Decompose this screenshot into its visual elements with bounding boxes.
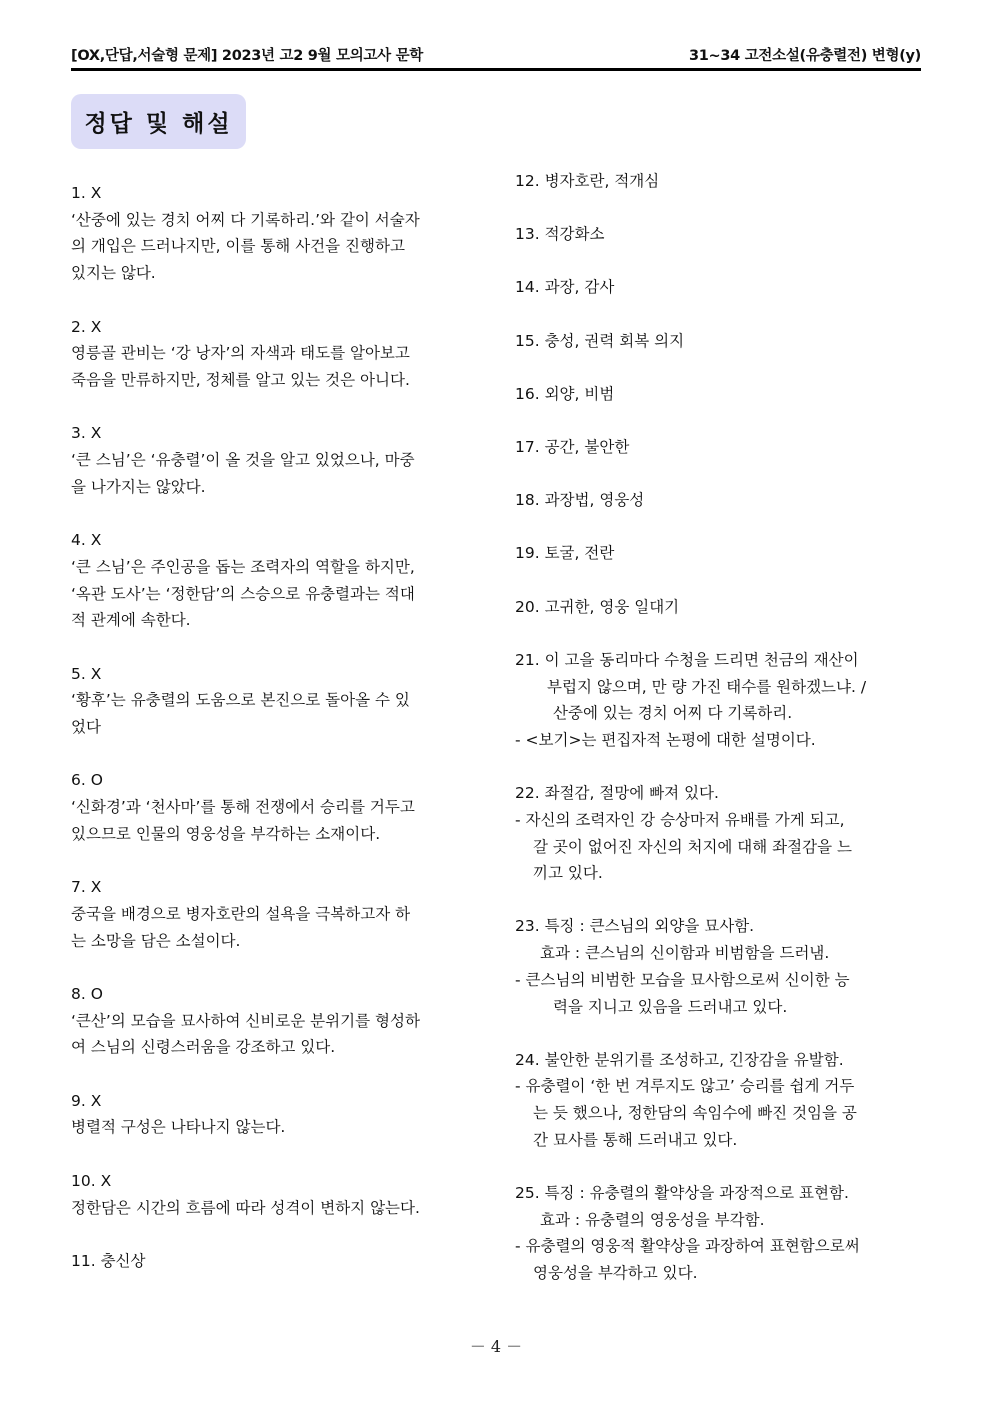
answer-text: ‘황후’는 유충렬의 도움으로 본진으로 돌아올 수 있 xyxy=(71,691,410,710)
answer-text: 18. 과장법, 영웅성 xyxy=(515,491,645,510)
answer-text: 13. 적강화소 xyxy=(515,225,605,244)
answer-text: 여 스님의 신령스러움을 강조하고 있다. xyxy=(71,1038,336,1057)
answer-18 xyxy=(515,487,922,514)
answer-text: 영릉골 관비는 ‘강 낭자’의 자색과 태도를 알아보고 xyxy=(71,344,410,363)
answer-14 xyxy=(515,274,922,301)
answer-number: 5. X xyxy=(71,664,102,683)
commentary-text: - 자신의 조력자인 강 승상마저 유배를 가게 되고, xyxy=(515,810,845,829)
answer-21 xyxy=(515,647,922,754)
answer-1 xyxy=(71,180,478,287)
answer-23 xyxy=(515,913,922,1020)
answer-11 xyxy=(71,1248,478,1275)
answer-text: 는 소망을 담은 소설이다. xyxy=(71,931,241,950)
answer-25 xyxy=(515,1180,922,1287)
right-column xyxy=(515,168,922,1287)
answer-10 xyxy=(71,1168,478,1221)
answer-15 xyxy=(515,328,922,355)
answer-12 xyxy=(515,168,922,195)
answer-text: 19. 토굴, 전란 xyxy=(515,544,615,563)
answer-text: 23. 특징 : 큰스님의 외양을 묘사함. xyxy=(515,917,755,936)
answer-text: ‘옥관 도사’는 ‘정한담’의 스승으로 유충렬과는 적대 xyxy=(71,584,415,603)
answer-number: 6. O xyxy=(71,771,103,790)
answer-text: 부럽지 않으며, 만 량 가진 태수를 원하겠느냐. / xyxy=(547,677,867,696)
answer-text: 죽음을 만류하지만, 정체를 알고 있는 것은 아니다. xyxy=(71,370,410,389)
answer-text: 있으므로 인물의 영웅성을 부각하는 소재이다. xyxy=(71,824,381,843)
answer-6 xyxy=(71,767,478,847)
answer-5 xyxy=(71,661,478,741)
answer-text: ‘큰 스님’은 ‘유충렬’이 올 것을 알고 있었으나, 마중 xyxy=(71,451,415,469)
answer-text: 었다 xyxy=(71,718,101,736)
answer-number: 11. 충신상 xyxy=(71,1251,146,1270)
answer-text: 효과 : 유충렬의 영웅성을 부각함. xyxy=(540,1210,765,1229)
answer-2 xyxy=(71,314,478,394)
answer-3 xyxy=(71,420,478,500)
commentary-text: 영웅성을 부각하고 있다. xyxy=(533,1264,698,1283)
answer-number: 2. X xyxy=(71,317,102,336)
answer-text: 21. 이 고을 동리마다 수청을 드리면 천금의 재산이 xyxy=(515,650,859,669)
answer-text: 22. 좌절감, 절망에 빠져 있다. xyxy=(515,784,719,803)
answer-text: 정한담은 시간의 흐름에 따라 성격이 변하지 않는다. xyxy=(71,1198,420,1217)
answer-text: 17. 공간, 불안한 xyxy=(515,438,630,457)
answer-4 xyxy=(71,527,478,634)
answer-number: 4. X xyxy=(71,531,102,550)
answer-22 xyxy=(515,780,922,887)
answer-text: ‘큰 스님’은 주인공을 돕는 조력자의 역할을 하지만, xyxy=(71,557,415,576)
answer-number: 3. X xyxy=(71,424,102,443)
page-title: 정답 및 해설 xyxy=(71,94,246,149)
answer-text: 을 나가지는 않았다. xyxy=(71,477,206,496)
header-left: [OX,단답,서술형 문제] 2023년 고2 9월 모의고사 문학 xyxy=(71,48,423,64)
answer-text: 16. 외양, 비범 xyxy=(515,384,615,403)
commentary-text: 는 듯 했으나, 정한담의 속임수에 빠진 것임을 공 xyxy=(533,1104,857,1123)
commentary-text: - 큰스님의 비범한 모습을 묘사함으로써 신이한 능 xyxy=(515,970,850,989)
answer-24 xyxy=(515,1047,922,1154)
commentary-text: 간 묘사를 통해 드러내고 있다. xyxy=(533,1130,738,1149)
answer-text: ‘큰산’의 모습을 묘사하여 신비로운 분위기를 형성하 xyxy=(71,1011,420,1030)
answer-number: 8. O xyxy=(71,984,103,1003)
answer-7 xyxy=(71,874,478,954)
commentary-text: 력을 지니고 있음을 드러내고 있다. xyxy=(553,997,788,1016)
answer-text: 병렬적 구성은 나타나지 않는다. xyxy=(71,1118,286,1137)
answer-number: 7. X xyxy=(71,878,102,897)
commentary-text: - 유충렬의 영웅적 활약상을 과장하여 표현함으로써 xyxy=(515,1237,860,1256)
answer-text: 24. 불안한 분위기를 조성하고, 긴장감을 유발함. xyxy=(515,1050,844,1069)
answer-text: 중국을 배경으로 병자호란의 설욕을 극복하고자 하 xyxy=(71,904,411,923)
answer-text: 12. 병자호란, 적개심 xyxy=(515,172,660,190)
answer-text: 20. 고귀한, 영웅 일대기 xyxy=(515,597,680,616)
answer-9 xyxy=(71,1088,478,1141)
answer-13 xyxy=(515,221,922,248)
header-right: 31~34 고전소설(유충렬전) 변형(y) xyxy=(688,48,921,64)
answer-17 xyxy=(515,434,922,461)
answer-number: 9. X xyxy=(71,1091,102,1110)
answer-text: ‘산중에 있는 경치 어찌 다 기록하리.’와 같이 서술자 xyxy=(71,210,420,229)
answer-text: 산중에 있는 경치 어찌 다 기록하리. xyxy=(553,704,793,723)
answer-text: 의 개입은 드러나지만, 이를 통해 사건을 진행하고 xyxy=(71,237,405,256)
header-rule xyxy=(71,68,921,71)
answer-text: 15. 충성, 권력 회복 의지 xyxy=(515,331,685,350)
answer-text: 효과 : 큰스님의 신이함과 비범함을 드러냄. xyxy=(540,944,830,963)
answer-text: 있지는 않다. xyxy=(71,264,156,283)
answer-text: 적 관계에 속한다. xyxy=(71,611,191,630)
answer-8 xyxy=(71,981,478,1061)
page-number: － 4 － xyxy=(469,1337,523,1356)
commentary-text: 갈 곳이 없어진 자신의 처지에 대해 좌절감을 느 xyxy=(533,837,852,856)
answer-20 xyxy=(515,594,922,621)
answer-19 xyxy=(515,540,922,567)
answer-number: 10. X xyxy=(71,1171,112,1190)
answer-text: 25. 특징 : 유충렬의 활약상을 과장적으로 표현함. xyxy=(515,1184,849,1203)
commentary-text: 끼고 있다. xyxy=(533,864,603,883)
answer-number: 1. X xyxy=(71,184,102,202)
answer-16 xyxy=(515,381,922,408)
answer-text: ‘신화경’과 ‘천사마’를 통해 전쟁에서 승리를 거두고 xyxy=(71,798,415,817)
answer-text: 14. 과장, 감사 xyxy=(515,278,615,297)
commentary-text: - 유충렬이 ‘한 번 겨루지도 않고’ 승리를 쉽게 거두 xyxy=(515,1077,855,1096)
left-column xyxy=(71,180,478,1275)
commentary-text: - <보기>는 편집자적 논평에 대한 설명이다. xyxy=(515,730,816,749)
